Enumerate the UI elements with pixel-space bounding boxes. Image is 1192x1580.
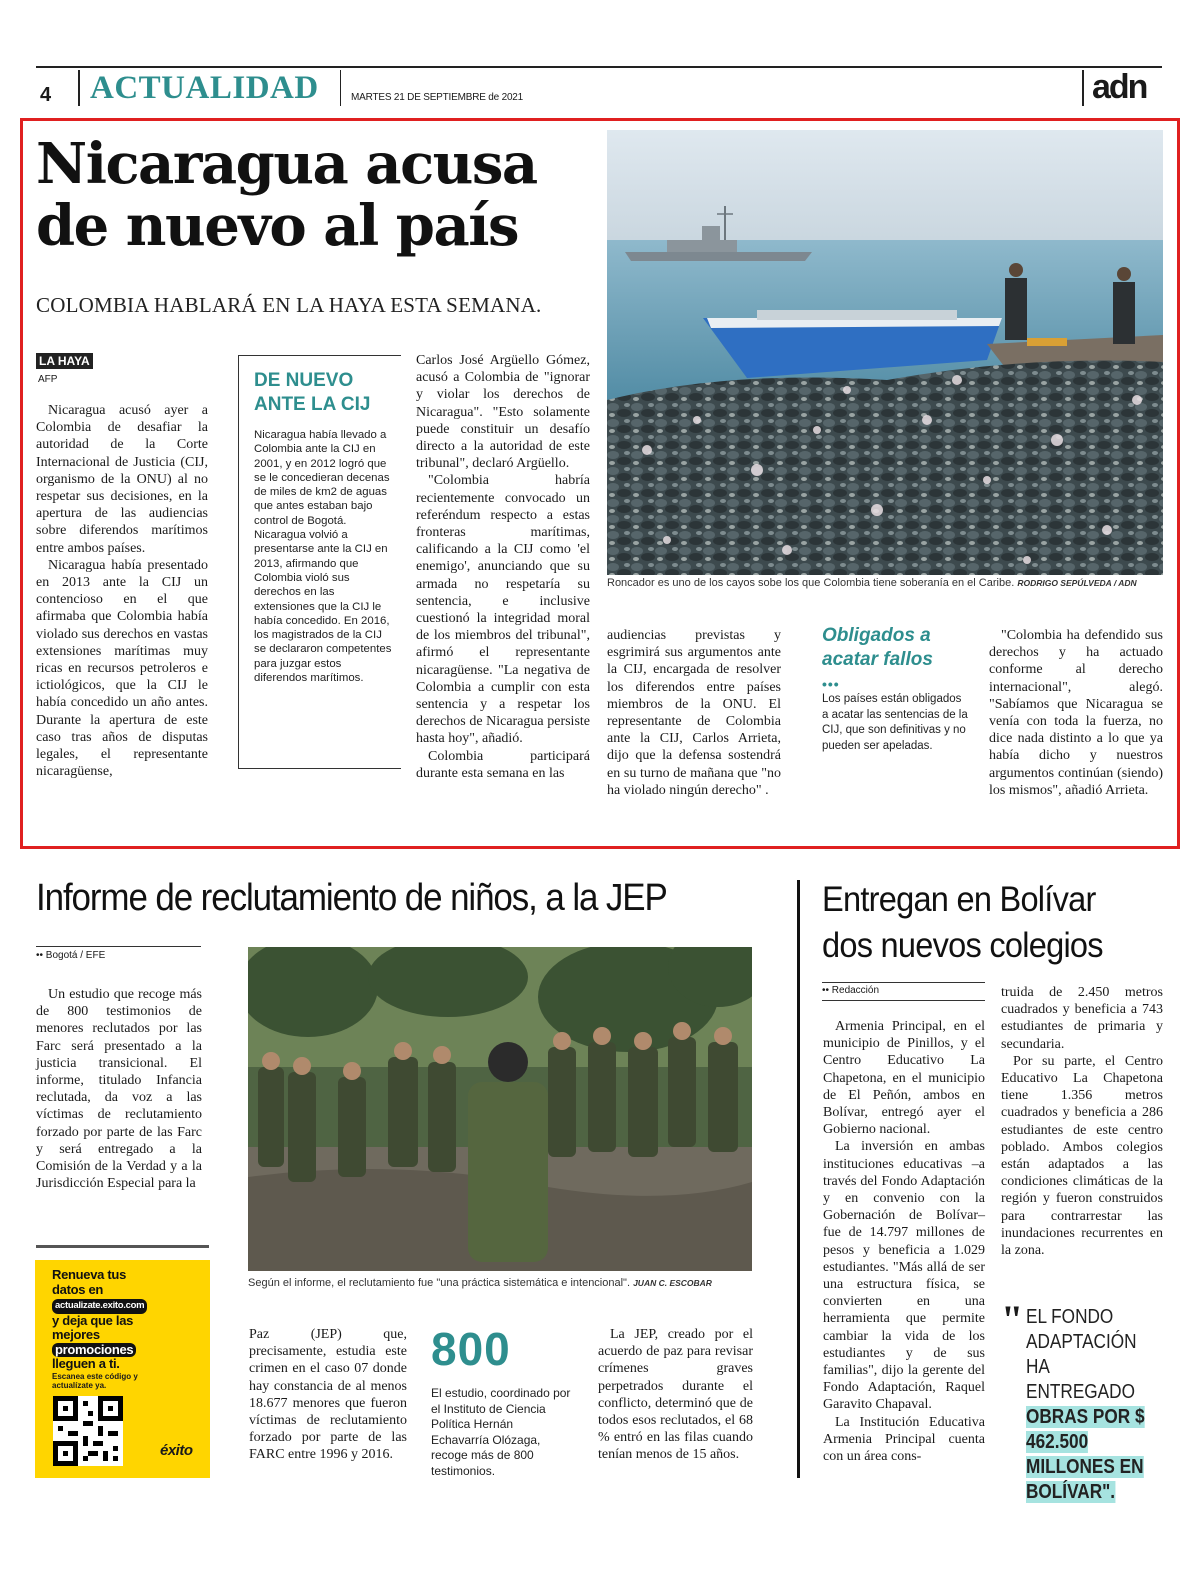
masthead-divider bbox=[1082, 70, 1084, 106]
ad-small-text: Escanea este código y actualízate ya. bbox=[52, 1372, 138, 1390]
issue-date: MARTES 21 DE SEPTIEMBRE de 2021 bbox=[351, 92, 524, 103]
paragraph: Nicaragua acusó ayer a Colombia de desafiar la autoridad de la Corte Internacional de Justicia (CIJ, organismo de la ONU) al no respetar sus decisiones, en la apertura de las audiencias sobre diferendos marítimos entre ambos países. bbox=[36, 403, 208, 556]
paragraph: La inversión en ambas instituciones educativas –a través del Fondo Adaptación y en convenio con la Gobernación de Bolívar– fue de 14.797 millones de pesos y beneficia a 1.029 estudiantes. "Más allá de ser una estructura física, se convierten en una herramienta que permite cambiar la vida de los estudiantes y de sus familias", dijo la gerente del Fondo Adaptación, Raquel Garavito Chapaval. bbox=[823, 1139, 985, 1413]
sidebar-text: Nicaragua había llevado a Colombia ante la CIJ en 2001, y en 2012 logró que se le concedieran decenas de miles de km2 de aguas que antes estaban bajo control de Bogotá. Nicaragua volvió a presentarse ante la CIJ en 2013, afirmando que Colombia violó sus derechos en las extensiones que la CIJ le había concedido. En 2016, los magistrados de la CIJ se declararon competentes para juzgar estos diferendos marítimos. bbox=[254, 429, 392, 685]
photo-credit: RODRIGO SEPÚLVEDA / ADN bbox=[1017, 578, 1137, 588]
paragraph: Nicaragua había presentado en 2013 ante la CIJ un contencioso en el que afirmaba que Colombia había violado sus derechos en vastas extensiones marítimas muy ricas en recursos petroleros e ictiológicos, que la CIJ le había concedido un año antes. Durante la apertura de este caso tras años de disputas legales, el representante nicaragüense, bbox=[36, 557, 208, 780]
rule bbox=[36, 1245, 209, 1248]
ad-url[interactable]: actualizate.exito.com bbox=[52, 1299, 147, 1314]
page-number: 4 bbox=[40, 84, 52, 106]
quote-highlight: OBRAS POR $ 462.500 MILLONES EN BOLÍVAR". bbox=[1026, 1406, 1145, 1503]
lead-photo-roncador bbox=[607, 130, 1163, 575]
pullout-text: Los países están obligados a acatar las sentencias de la CIJ, que son definitivas y no pueden ser apeladas. bbox=[822, 693, 968, 752]
rule bbox=[822, 982, 985, 983]
exito-logo: éxito bbox=[160, 1442, 193, 1459]
rule bbox=[36, 946, 201, 947]
story2-column-2 bbox=[249, 1326, 407, 1464]
paragraph: Colombia participará durante esta semana en las bbox=[416, 748, 590, 781]
stat-text: El estudio, coordinado por el Instituto de Ciencia Política Hernán Echavarría Olózaga, recoge más de 800 testimonios. bbox=[431, 1386, 571, 1478]
story2-column-1 bbox=[36, 986, 202, 1192]
lead-source: AFP bbox=[38, 374, 58, 385]
photo-credit: JUAN C. ESCOBAR bbox=[633, 1278, 712, 1288]
paragraph: Carlos José Argüello Gómez, acusó a Colombia de "ignorar y violar los derechos de Nicaragua". "Esto solamente puede constituir un desafío directo a la autoridad de este tribunal", declaró Argüello. bbox=[416, 353, 590, 472]
lead-column-5 bbox=[989, 627, 1163, 799]
lead-column-2 bbox=[416, 352, 590, 782]
ad-line: Renueva tus datos en bbox=[52, 1267, 127, 1297]
paragraph: truida de 2.450 metros cuadrados y beneficia a 743 estudiantes de primaria y secundaria. bbox=[1001, 985, 1163, 1052]
lead-headline: Nicaragua acusa de nuevo al país bbox=[36, 131, 537, 259]
stat-number: 800 bbox=[431, 1323, 511, 1375]
masthead-divider bbox=[78, 70, 80, 106]
story2-dateline: •• Bogotá / EFE bbox=[36, 950, 106, 961]
masthead-divider bbox=[340, 70, 341, 106]
quote-lead: EL FONDO ADAPTACIÓN HA ENTREGADO bbox=[1026, 1306, 1137, 1403]
top-rule bbox=[36, 66, 1162, 68]
ad-line: y deja que las mejores bbox=[52, 1312, 134, 1342]
story2-photo-caption bbox=[248, 1277, 752, 1289]
pullout-title: Obligados a acatar fallos bbox=[822, 625, 933, 670]
story2-column-3 bbox=[598, 1326, 753, 1464]
ad-line: lleguen a ti. bbox=[52, 1356, 120, 1371]
sidebar-title: DE NUEVO ANTE LA CIJ bbox=[254, 370, 371, 415]
section-title: ACTUALIDAD bbox=[90, 70, 319, 106]
caption-text: Según el informe, el reclutamiento fue "una práctica sistemática e intencional". bbox=[248, 1277, 631, 1289]
brand-logo: adn bbox=[1092, 68, 1147, 106]
story3-dateline: •• Redacción bbox=[822, 985, 880, 996]
paragraph: Por su parte, el Centro Educativo La Chapetona tiene 1.356 metros cuadrados y beneficia a 286 estudiantes de este centro poblado. Ambos colegios están adaptados a las condiciones climáticas de la región y fueron construidos para contrarrestar las inundaciones recurrentes en la zona. bbox=[1001, 1053, 1163, 1259]
lead-photo-caption bbox=[607, 577, 1163, 589]
pullout-dots: ••• bbox=[822, 676, 840, 692]
qr-code-icon[interactable] bbox=[53, 1396, 123, 1466]
story3-column-1 bbox=[823, 1018, 985, 1465]
paragraph: Un estudio que recoge más de 800 testimonios de menores reclutados por las Farc será presentado a la justicia transicional. El informe, titulado Infancia reclutada, da voz a las víctimas de reclutamiento forzado por parte de las Farc y será entregado a la Comisión de la Verdad y a la Jurisdicción Especial para la bbox=[36, 987, 202, 1192]
lead-subhead: COLOMBIA HABLARÁ EN LA HAYA ESTA SEMANA. bbox=[36, 293, 542, 317]
story2-photo-soldiers bbox=[248, 947, 752, 1271]
ad-text bbox=[52, 1268, 162, 1372]
rule bbox=[822, 1000, 985, 1001]
story3-column-2 bbox=[1001, 984, 1163, 1259]
paragraph: Armenia Principal, en el municipio de Pinillos, y el Centro Educativo La Chapetona, en el municipio de El Peñón, ambos en Bolívar, entregó ayer el Gobierno nacional. bbox=[823, 1019, 985, 1138]
story2-headline: Informe de reclutamiento de niños, a la JEP bbox=[36, 877, 667, 919]
pull-quote bbox=[1026, 1305, 1155, 1505]
paragraph: Paz (JEP) que, precisamente, estudia este crimen en el caso 07 donde hay constancia de al menos 18.677 menores que fueron víctimas de reclutamiento forzado por parte de las FARC entre 1996 y 2016. bbox=[249, 1327, 407, 1463]
paragraph: La JEP, creado por el acuerdo de paz para revisar crímenes graves perpetrados durante el conflicto, determinó que de todos esos reclutados, el 68 % entró en las filas cuando tenían menos de 15 años. bbox=[598, 1327, 753, 1463]
quote-mark-icon: " bbox=[1001, 1297, 1024, 1342]
story3-headline: Entregan en Bolívar dos nuevos colegios bbox=[822, 880, 1103, 965]
lead-column-3 bbox=[607, 627, 781, 799]
column-divider bbox=[797, 880, 800, 1478]
caption-text: Roncador es uno de los cayos sobe los que Colombia tiene soberanía en el Caribe. bbox=[607, 577, 1015, 589]
paragraph: La Institución Educativa Armenia Principal cuenta con un área cons- bbox=[823, 1414, 985, 1465]
paragraph: audiencias previstas y esgrimirá sus argumentos ante la CIJ, encargada de resolver los diferendos entre países miembros de la ONU. El representante de Colombia ante la CIJ, Carlos Arrieta, dijo que la defensa sostendrá en su turno de mañana que "no ha violado ningún derecho" . bbox=[607, 628, 781, 798]
lead-column-1 bbox=[36, 402, 208, 780]
lead-dateline: LA HAYA bbox=[36, 353, 93, 369]
ad-promo: promociones bbox=[52, 1343, 136, 1358]
paragraph: "Colombia ha defendido sus derechos y ha actuado conforme al derecho internacional", alegó. "Sabíamos que Nicaragua se venía con toda la fuerza, no dice nada distinto a lo que ya había dicho y nuestros argumentos continúan (siendo) los mismos", añadió Arrieta. bbox=[989, 628, 1163, 798]
paragraph: "Colombia habría recientemente convocado un referéndum respecto a estas fronteras marítimas, calificando a la CIJ como 'el enemigo', anunciando que su armada no respetaría su sentencia, e inclusive cuestionó la integridad moral de los miembros del tribunal", afirmó el representante nicaragüense. "La negativa de Colombia a cumplir con esta sentencia y a respetar los derechos de Nicaragua persiste hasta hoy", añadió. bbox=[416, 473, 590, 747]
